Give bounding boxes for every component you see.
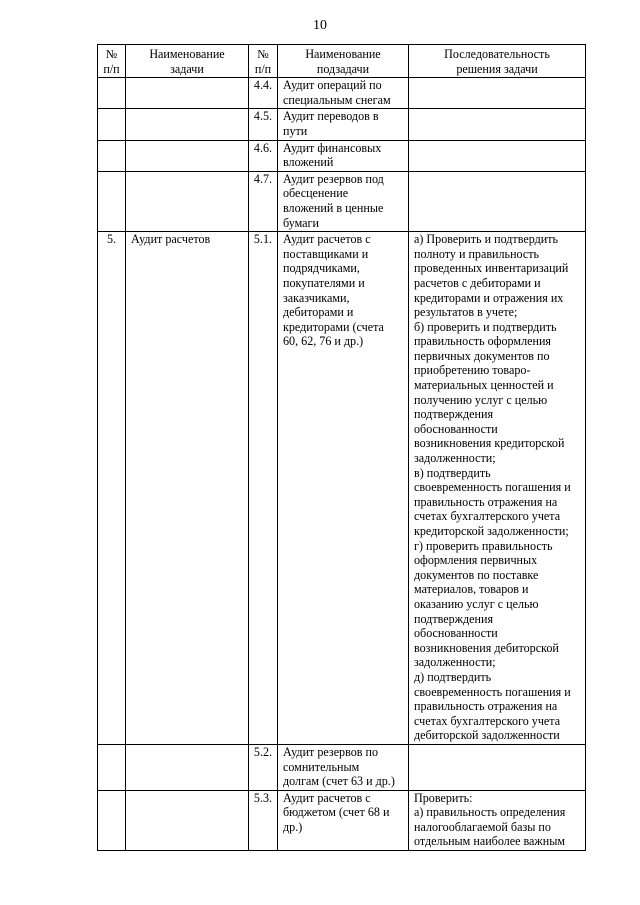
subtask-number-cell <box>249 109 278 140</box>
task-name-cell <box>126 140 249 171</box>
subtask-number: 4.7. <box>253 171 273 186</box>
subtask-name-line: 60, 62, 76 и др.) <box>283 334 364 349</box>
header-line: подзадачи <box>316 61 370 76</box>
table-row <box>98 744 586 790</box>
subtask-number: 4.5. <box>253 109 273 124</box>
sequence-line: правильность оформления <box>414 334 551 349</box>
sequence-line: Проверить: <box>414 790 473 805</box>
sequence-line: а) Проверить и подтвердить <box>414 232 559 247</box>
task-name-line: Аудит расчетов <box>131 232 211 247</box>
solution-sequence-cell <box>409 109 586 140</box>
subtask-name-line: пути <box>283 123 308 138</box>
page-number: 10 <box>313 18 327 33</box>
task-number-cell <box>98 140 126 171</box>
subtask-number: 4.6. <box>253 140 273 155</box>
subtask-name-line: подрядчиками, <box>283 261 360 276</box>
subtask-name-cell <box>278 140 409 171</box>
table-row <box>98 78 586 109</box>
subtask-name-cell <box>278 109 409 140</box>
subtask-name-line: вложений в ценные <box>283 200 384 215</box>
subtask-number-cell <box>249 78 278 109</box>
subtask-name-cell <box>278 232 409 745</box>
subtask-name-line: Аудит резервов под <box>283 171 384 186</box>
task-name-cell <box>126 232 249 745</box>
table-header-row <box>98 45 586 78</box>
subtask-name-line: Аудит операций по <box>283 78 382 93</box>
subtask-name-line: бюджетом (счет 68 и <box>283 805 390 820</box>
subtask-name-line: бумаги <box>283 215 319 230</box>
sequence-line: расчетов с дебиторами и <box>414 275 541 290</box>
subtask-name-line: заказчиками, <box>283 290 350 305</box>
table-row <box>98 171 586 231</box>
subtask-name-line: обесценение <box>283 186 349 201</box>
table-row <box>98 140 586 171</box>
subtask-name-line: кредиторами (счета <box>283 319 384 334</box>
sequence-line: своевременность погашения и <box>414 684 571 699</box>
sequence-line: дебиторской задолженности <box>414 728 560 743</box>
sequence-line: материальных ценностей и <box>414 378 554 393</box>
subtask-name-line: дебиторами и <box>283 305 354 320</box>
task-number-cell <box>98 232 126 745</box>
sequence-line: г) проверить правильность <box>414 538 553 553</box>
task-number: 5. <box>106 232 117 247</box>
sequence-line: д) подтвердить <box>414 669 492 684</box>
task-name-cell <box>126 790 249 850</box>
sequence-line: подтверждения <box>414 407 494 422</box>
sequence-line: результатов в учете; <box>414 305 518 320</box>
task-number-cell <box>98 78 126 109</box>
audit-tasks-table <box>97 44 586 851</box>
solution-sequence-cell <box>409 171 586 231</box>
header-line: п/п <box>103 61 120 76</box>
sequence-line: материалов, товаров и <box>414 582 529 597</box>
sequence-line: оформления первичных <box>414 553 538 568</box>
solution-sequence-cell <box>409 744 586 790</box>
sequence-line: кредиторской задолженности; <box>414 524 569 538</box>
sequence-line: правильность отражения на <box>414 699 558 714</box>
subtask-name-line: сомнительным <box>283 759 360 774</box>
header-line: решения задачи <box>456 61 538 76</box>
sequence-line: б) проверить и подтвердить <box>414 319 557 334</box>
header-line: Наименование <box>149 47 225 61</box>
sequence-line: кредиторами и отражения их <box>414 290 564 305</box>
sequence-line: в) подтвердить <box>414 465 491 480</box>
sequence-line: обоснованности <box>414 421 498 436</box>
subtask-name-line: Аудит резервов по <box>283 744 379 759</box>
subtask-number-cell <box>249 171 278 231</box>
subtask-name-line: покупателями и <box>283 275 365 290</box>
sequence-line: документов по поставке <box>414 567 539 582</box>
subtask-name-line: Аудит расчетов с <box>283 232 371 247</box>
header-solution-sequence <box>409 45 586 78</box>
solution-sequence-cell <box>409 140 586 171</box>
header-task-name <box>126 45 249 78</box>
subtask-number-cell <box>249 790 278 850</box>
task-name-cell <box>126 78 249 109</box>
solution-sequence-cell <box>409 78 586 109</box>
sequence-line: первичных документов по <box>414 348 550 363</box>
header-line: п/п <box>254 61 272 76</box>
task-number-cell <box>98 109 126 140</box>
subtask-name-cell <box>278 790 409 850</box>
solution-sequence-cell <box>409 790 586 850</box>
header-line: Последовательность <box>444 47 550 61</box>
sequence-line: а) правильность определения <box>414 805 566 820</box>
task-name-cell <box>126 171 249 231</box>
subtask-number-cell <box>249 744 278 790</box>
header-subtask-number <box>249 45 278 78</box>
sequence-line: своевременность погашения и <box>414 480 571 495</box>
header-task-number <box>98 45 126 78</box>
task-name-cell <box>126 109 249 140</box>
sequence-line: отдельным наиболее важным <box>414 834 566 849</box>
sequence-line: оказанию услуг с целью <box>414 596 539 611</box>
header-subtask-name <box>278 45 409 78</box>
subtask-name-line: Аудит расчетов с <box>283 790 371 805</box>
header-line: № <box>105 47 118 61</box>
sequence-line: проведенных инвентаризаций <box>414 261 569 276</box>
sequence-line: задолженности; <box>414 655 496 670</box>
sequence-line: приобретению товаро- <box>414 363 531 378</box>
sequence-line: правильность отражения на <box>414 494 558 509</box>
subtask-number-cell <box>249 140 278 171</box>
sequence-line: возникновения дебиторской <box>414 640 559 655</box>
sequence-line: получению услуг с целью <box>414 392 548 407</box>
task-number-cell <box>98 171 126 231</box>
subtask-name-line: специальным снегам <box>283 92 391 107</box>
table-row <box>98 232 586 745</box>
subtask-number: 5.2. <box>253 744 273 759</box>
subtask-name-line: долгам (счет 63 и др.) <box>283 774 395 789</box>
sequence-line: полноту и правильность <box>414 246 540 261</box>
subtask-name-cell <box>278 171 409 231</box>
sequence-line: счетах бухгалтерского учета <box>414 713 561 728</box>
sequence-line: налогооблагаемой базы по <box>414 819 551 834</box>
subtask-name-line: поставщиками и <box>283 246 369 261</box>
sequence-line: возникновения кредиторской <box>414 436 565 451</box>
header-line: № <box>257 47 269 61</box>
subtask-name-cell <box>278 744 409 790</box>
subtask-name-cell <box>278 78 409 109</box>
subtask-name-line: вложений <box>283 155 334 170</box>
table-row <box>98 109 586 140</box>
subtask-number: 5.1. <box>253 232 273 247</box>
header-line: задачи <box>170 61 204 76</box>
subtask-number: 4.4. <box>253 78 273 93</box>
subtask-name-line: др.) <box>283 819 303 834</box>
sequence-line: задолженности; <box>414 451 496 466</box>
subtask-number-cell <box>249 232 278 745</box>
subtask-name-line: Аудит финансовых <box>283 140 382 155</box>
sequence-line: счетах бухгалтерского учета <box>414 509 561 524</box>
table-row <box>98 790 586 850</box>
sequence-line: подтверждения <box>414 611 494 626</box>
subtask-name-line: Аудит переводов в <box>283 109 379 124</box>
solution-sequence-cell <box>409 232 586 745</box>
task-name-cell <box>126 744 249 790</box>
task-number-cell <box>98 744 126 790</box>
subtask-number: 5.3. <box>253 790 273 805</box>
task-number-cell <box>98 790 126 850</box>
sequence-line: обоснованности <box>414 626 498 641</box>
header-line: Наименование <box>305 47 381 61</box>
